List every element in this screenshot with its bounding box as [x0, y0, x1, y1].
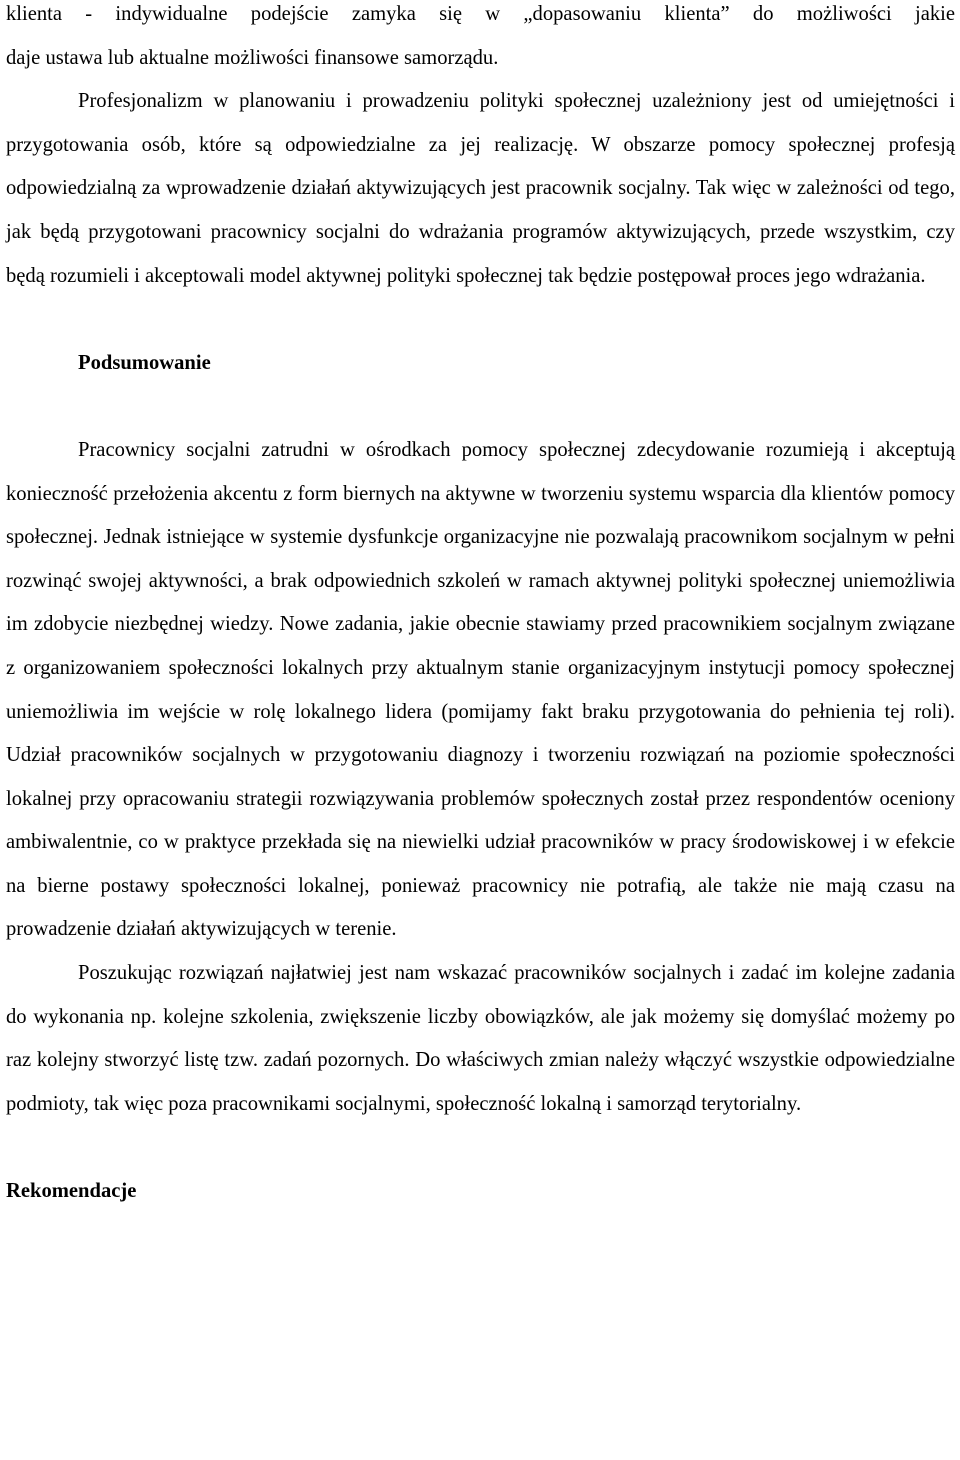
spacer — [6, 385, 955, 429]
spacer — [6, 298, 955, 342]
paragraph-line: daje ustawa lub aktualne możliwości finansowe samorządu. — [6, 46, 499, 69]
spacer — [6, 1126, 955, 1170]
paragraph-solutions: Poszukując rozwiązań najłatwiej jest nam wskazać pracowników socjalnych i zadać im kolejne zadania do wykonania np. kolejne szkolenia, zwiększenie liczby obowiązków, ale jak możemy się domyślać możemy po raz kolejny stworzyć listę tzw. zadań pozornych. Do właściwych zmian należy włączyć wszystkie odpowiedzialne podmioty, tak więc poza pracownikami socjalnymi, społeczność lokalną i samorząd terytorialny. — [6, 962, 955, 1115]
section-heading-recommendations: Rekomendacje — [6, 1180, 137, 1203]
paragraph-professionalism: Profesjonalizm w planowaniu i prowadzeniu polityki społecznej uzależniony jest od umiejętności i przygotowania osób, które są odpowiedzialne za jej realizację. W obszarze pomocy społecznej profesją odpowiedzialną za wprowadzenie działań aktywizujących jest pracownik socjalny. Tak więc w zależności od tego, jak będą przygotowani pracownicy socjalni do wdrażania programów aktywizujących, przede wszystkim, czy będą rozumieli i akceptowali model aktywnej polityki społecznej tak będzie postępował proces jego wdrażania. — [6, 90, 955, 287]
paragraph-summary: Pracownicy socjalni zatrudni w ośrodkach pomocy społecznej zdecydowanie rozumieją i akceptują konieczność przełożenia akcentu z form biernych na aktywne w tworzeniu systemu wsparcia dla klientów pomocy społecznej. Jednak istniejące w systemie dysfunkcje organizacyjne nie pozwalają pracownikom socjalnym w pełni rozwinąć swojej aktywności, a brak odpowiednich szkoleń w ramach aktywnej polityki społecznej uniemożliwia im zdobycie niezbędnej wiedzy. Nowe zadania, jakie obecnie stawiamy przed pracownikiem socjalnym związane z organizowaniem społeczności lokalnych przy aktualnym stanie organizacyjnym instytucji pomocy społecznej uniemożliwia im wejście w rolę lokalnego lidera (pomijamy fakt braku przygotowania do pełnienia tej roli). Udział pracowników socjalnych w przygotowaniu diagnozy i tworzeniu rozwiązań na poziomie społeczności lokalnej przy opracowaniu strategii rozwiązywania problemów społecznych został przez respondentów oceniony ambiwalentnie, co w praktyce przekłada się na niewielki udział pracowników w pracy środowiskowej i w efekcie na bierne postawy społeczności lokalnej, ponieważ pracownicy nie potrafią, ale także nie mają czasu na prowadzenie działań aktywizujących w terenie. — [6, 438, 955, 941]
paragraph-line: klienta - indywidualne podejście zamyka się w „dopasowaniu klienta” do możliwości jakie — [6, 3, 955, 25]
section-heading-summary: Podsumowanie — [78, 351, 211, 374]
document-page — [6, 0, 955, 1214]
